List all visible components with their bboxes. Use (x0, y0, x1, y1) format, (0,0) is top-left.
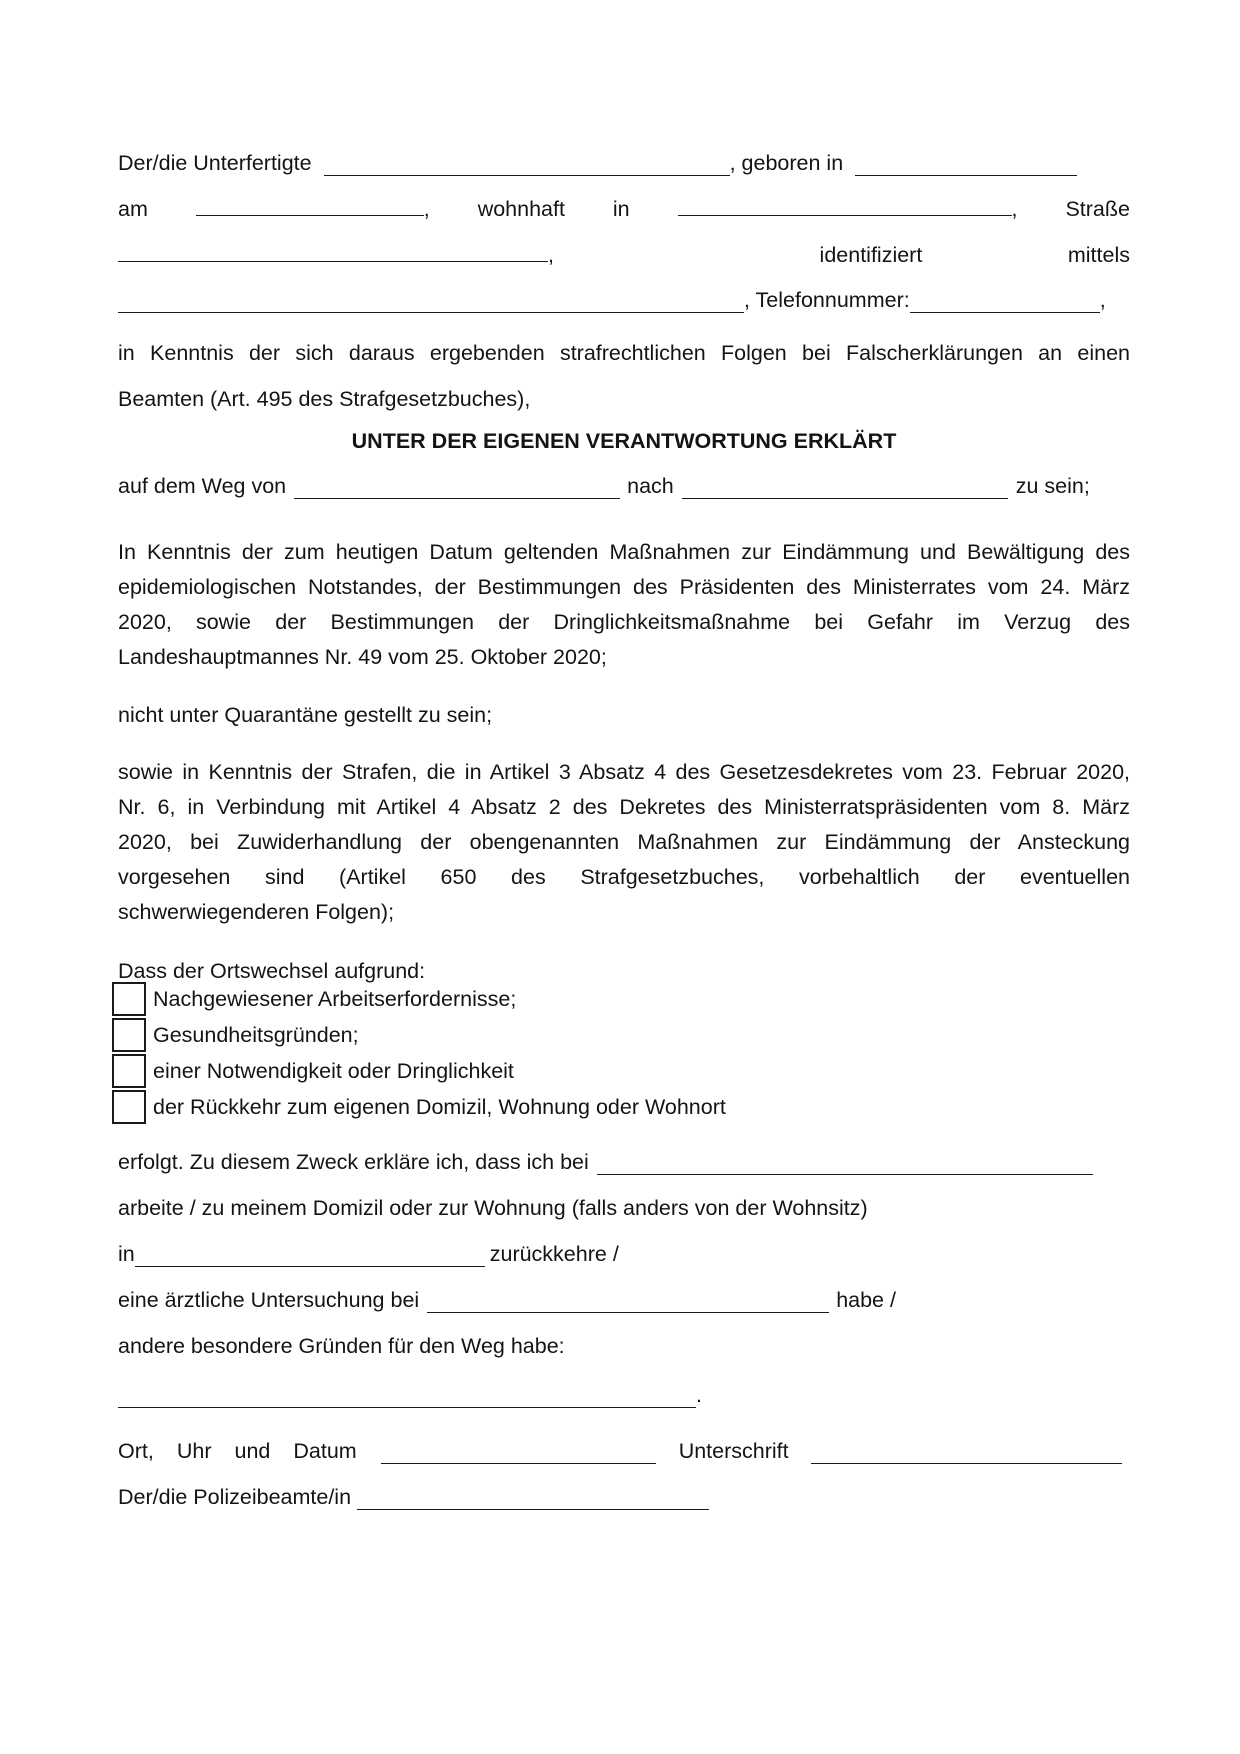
reason-label: Nachgewiesener Arbeitserfordernisse; (153, 986, 517, 1011)
police-officer-field[interactable] (357, 1489, 709, 1510)
date-label: am (118, 197, 148, 221)
residence-field[interactable] (678, 195, 1012, 216)
id-phone-row (118, 287, 1130, 313)
undersigned-label: Der/die Unterfertigte (118, 151, 312, 175)
purpose-row (118, 1149, 1130, 1175)
in-label: in (612, 197, 630, 221)
police-officer-label: Der/die Polizeibeamte/in (118, 1485, 352, 1509)
medical-row (118, 1287, 1130, 1313)
return-row (118, 1241, 1130, 1267)
birthdate-field[interactable] (196, 195, 424, 216)
work-statement: arbeite / zu meinem Domizil oder zur Wohnung (falls anders von der Wohnsitz) (118, 1196, 868, 1220)
checkbox[interactable] (112, 1018, 146, 1052)
return-place-field[interactable] (135, 1246, 485, 1267)
police-row (118, 1484, 1130, 1510)
employer-field[interactable] (597, 1154, 1093, 1175)
signature-label: Unterschrift (678, 1439, 789, 1463)
text-line: schwerwiegenderen Folgen); (118, 900, 395, 924)
text-line: 2020, bei Zuwiderhandlung der obengenannten Maßnahmen zur Eindämmung der Ansteckung (118, 830, 1130, 854)
reason-option-work[interactable] (112, 982, 516, 1016)
comma: , (1099, 288, 1106, 312)
period: . (696, 1383, 702, 1407)
other-reasons-field[interactable] (118, 1387, 696, 1408)
text-line: sowie in Kenntnis der Strafen, die in Artikel 3 Absatz 4 des Gesetzesdekretes vom 23. Februar 2020, (118, 760, 1130, 784)
return-in-label: in (118, 1242, 135, 1266)
route-to-label: nach (627, 474, 674, 498)
text-line: Nr. 6, in Verbindung mit Artikel 4 Absatz 2 des Dekretes des Ministerratspräsidenten vom 8. März (118, 795, 1130, 819)
reason-label: Gesundheitsgründen; (153, 1022, 359, 1047)
quarantine-statement: nicht unter Quarantäne gestellt zu sein; (118, 703, 493, 727)
comma: , (423, 197, 430, 221)
street-label: Straße (1065, 197, 1130, 221)
text-line: vorgesehen sind (Artikel 650 des Strafgesetzbuches, vorbehaltlich der eventuellen (118, 865, 1130, 889)
comma: , (548, 243, 554, 267)
signature-row (118, 1438, 1130, 1464)
place-label: Ort, (118, 1439, 154, 1463)
comma: , (1011, 197, 1018, 221)
street-field[interactable] (118, 241, 548, 262)
text-line: Landeshauptmannes Nr. 49 vom 25. Oktober 2020; (118, 645, 607, 669)
text-line: In Kenntnis der zum heutigen Datum geltenden Maßnahmen zur Eindämmung und Bewältigung des (118, 540, 1130, 564)
born-label: , geboren in (729, 151, 844, 175)
checkbox[interactable] (112, 1090, 146, 1124)
route-from-label: auf dem Weg von (118, 474, 287, 498)
and-label: und (234, 1439, 271, 1463)
name-field[interactable] (324, 155, 730, 176)
declaration-heading: UNTER DER EIGENEN VERANTWORTUNG ERKLÄRT (351, 429, 897, 453)
return-end-label: zurückkehre / (489, 1242, 619, 1266)
medical-label: eine ärztliche Untersuchung bei (118, 1288, 420, 1312)
text-line: epidemiologischen Notstandes, der Bestimmungen des Präsidenten des Ministerrates vom 24. März (118, 575, 1130, 599)
origin-field[interactable] (294, 478, 620, 499)
time-label: Uhr (176, 1439, 212, 1463)
place-time-date-field[interactable] (381, 1443, 656, 1464)
name-row (118, 150, 1130, 176)
text-line: in Kenntnis der sich daraus ergebenden strafrechtlichen Folgen bei Falscherklärungen an einen (118, 341, 1130, 365)
id-document-field[interactable] (118, 292, 744, 313)
reason-label: einer Notwendigkeit oder Dringlichkeit (153, 1058, 514, 1083)
reason-option-return-home[interactable] (112, 1090, 726, 1124)
destination-field[interactable] (682, 478, 1008, 499)
street-id-row (118, 241, 1130, 268)
medical-end-label: habe / (836, 1288, 896, 1312)
penalties-paragraph (118, 755, 1130, 930)
reason-option-necessity[interactable] (112, 1054, 514, 1088)
measures-paragraph (118, 535, 1130, 675)
birthplace-field[interactable] (855, 155, 1077, 176)
reason-intro: Dass der Ortswechsel aufgrund: (118, 959, 426, 983)
phone-label: , Telefonnummer: (744, 288, 910, 312)
signature-field[interactable] (811, 1443, 1122, 1464)
reason-option-health[interactable] (112, 1018, 359, 1052)
resident-label: wohnhaft (477, 197, 565, 221)
reason-label: der Rückkehr zum eigenen Domizil, Wohnung oder Wohnort (153, 1094, 726, 1119)
other-reasons-row (118, 1382, 1130, 1408)
text-line: 2020, sowie der Bestimmungen der Dringlichkeitsmaßnahme bei Gefahr im Verzug des (118, 610, 1130, 634)
birth-residence-row (118, 195, 1130, 222)
checkbox[interactable] (112, 982, 146, 1016)
awareness-paragraph (118, 330, 1130, 422)
route-end-label: zu sein; (1015, 474, 1090, 498)
purpose-label: erfolgt. Zu diesem Zweck erkläre ich, dass ich bei (118, 1150, 589, 1174)
text-line: Beamten (Art. 495 des Strafgesetzbuches), (118, 387, 531, 411)
other-reasons-statement: andere besondere Gründen für den Weg habe: (118, 1334, 565, 1358)
doctor-field[interactable] (427, 1292, 829, 1313)
route-row (118, 473, 1130, 499)
identified-label: identifiziert (819, 243, 923, 267)
by-means-label: mittels (1067, 243, 1130, 267)
date-label: Datum (293, 1439, 357, 1463)
checkbox[interactable] (112, 1054, 146, 1088)
phone-field[interactable] (910, 292, 1100, 313)
